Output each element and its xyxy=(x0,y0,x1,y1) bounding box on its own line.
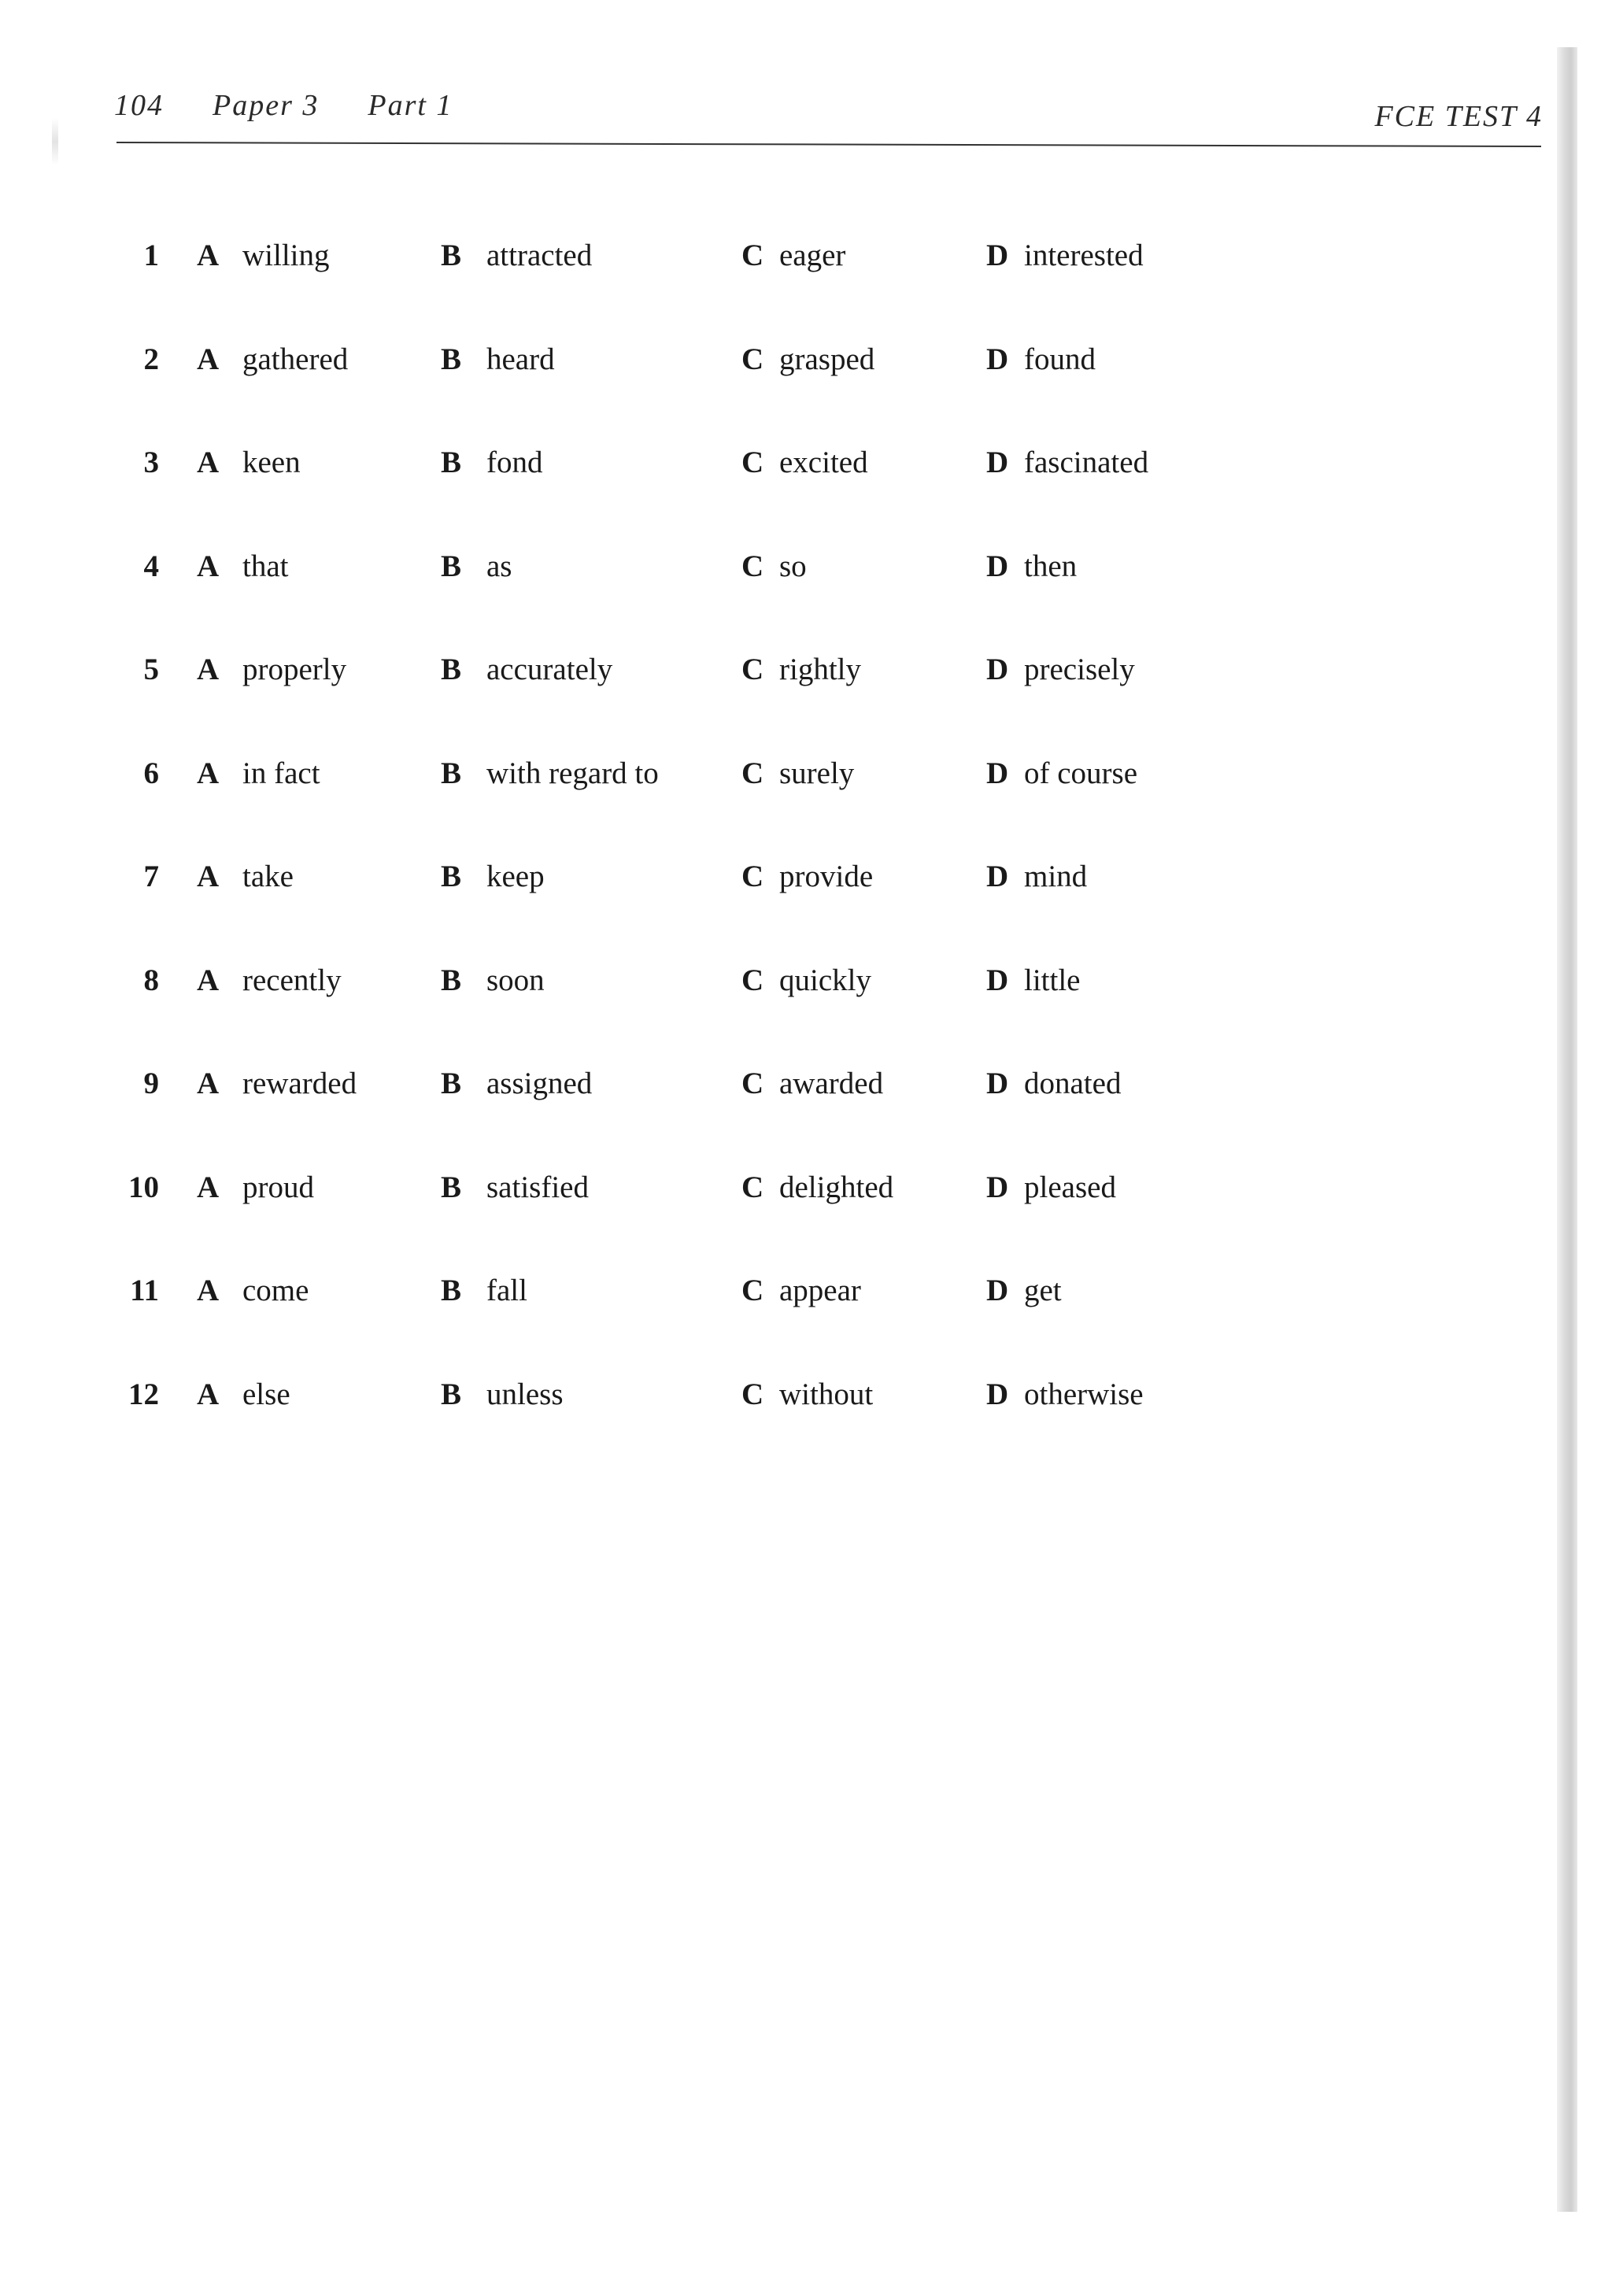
option-b xyxy=(441,1170,589,1205)
option-b xyxy=(441,238,592,273)
paper-label: Paper 3 xyxy=(213,89,320,122)
option-text: mind xyxy=(1024,860,1088,893)
option-a xyxy=(197,342,348,377)
option-text: awarded xyxy=(779,1067,884,1100)
option-b xyxy=(441,445,543,480)
option-a xyxy=(197,1170,314,1205)
option-text: of course xyxy=(1024,756,1138,790)
option-text: otherwise xyxy=(1024,1377,1144,1411)
question-number: 8 xyxy=(143,963,159,997)
question-number: 3 xyxy=(143,446,159,479)
option-letter: D xyxy=(986,756,1009,790)
option-a xyxy=(197,238,330,273)
option-letter: A xyxy=(197,1377,220,1411)
option-letter: A xyxy=(197,756,220,790)
option-b xyxy=(441,549,512,584)
page-header xyxy=(114,88,1543,145)
scan-mark xyxy=(52,118,58,165)
option-text: rewarded xyxy=(242,1067,357,1100)
question-number: 9 xyxy=(143,1067,159,1100)
option-text: properly xyxy=(242,653,347,686)
option-c xyxy=(741,1066,883,1101)
option-text: else xyxy=(242,1377,290,1411)
question-number: 12 xyxy=(128,1377,159,1411)
option-c xyxy=(741,238,845,273)
option-letter: A xyxy=(197,860,220,893)
option-c xyxy=(741,652,861,687)
question-row xyxy=(0,445,1612,492)
option-letter: A xyxy=(197,1067,220,1100)
option-letter: B xyxy=(441,963,462,997)
option-text: fall xyxy=(486,1274,527,1307)
option-letter: D xyxy=(986,1170,1009,1204)
option-d xyxy=(986,342,1096,377)
option-b xyxy=(441,652,612,687)
option-letter: A xyxy=(197,549,220,583)
option-a xyxy=(197,963,342,998)
option-b xyxy=(441,342,555,377)
option-letter: A xyxy=(197,1274,220,1307)
option-letter: C xyxy=(741,653,764,686)
option-letter: C xyxy=(741,1377,764,1411)
option-text: appear xyxy=(779,1274,861,1307)
question-number: 5 xyxy=(143,653,159,686)
option-d xyxy=(986,756,1137,791)
option-letter: B xyxy=(441,756,462,790)
option-b xyxy=(441,1066,592,1101)
page-number: 104 xyxy=(114,89,164,122)
option-letter: D xyxy=(986,238,1009,272)
option-b xyxy=(441,1273,527,1308)
option-letter: C xyxy=(741,963,764,997)
option-letter: C xyxy=(741,1170,764,1204)
option-letter: C xyxy=(741,1274,764,1307)
option-c xyxy=(741,756,854,791)
question-number: 1 xyxy=(143,238,159,272)
question-row xyxy=(0,756,1612,803)
option-text: keen xyxy=(242,446,301,479)
option-text: grasped xyxy=(779,342,875,376)
option-c xyxy=(741,859,873,894)
option-text: delighted xyxy=(779,1170,894,1204)
option-letter: D xyxy=(986,963,1009,997)
part-label: Part 1 xyxy=(368,89,453,122)
option-text: found xyxy=(1024,342,1096,376)
option-letter: B xyxy=(441,1067,462,1100)
option-c xyxy=(741,1377,873,1412)
option-text: willing xyxy=(242,238,330,272)
option-d xyxy=(986,445,1148,480)
option-letter: C xyxy=(741,342,764,376)
option-letter: D xyxy=(986,1067,1009,1100)
option-text: accurately xyxy=(486,653,613,686)
option-letter: C xyxy=(741,1067,764,1100)
question-row xyxy=(0,238,1612,285)
option-c xyxy=(741,1170,893,1205)
option-letter: B xyxy=(441,549,462,583)
option-text: then xyxy=(1024,549,1078,583)
option-letter: B xyxy=(441,1274,462,1307)
option-text: fond xyxy=(486,446,543,479)
option-text: that xyxy=(242,549,289,583)
question-row xyxy=(0,1066,1612,1113)
option-b xyxy=(441,963,545,998)
option-c xyxy=(741,963,871,998)
option-letter: B xyxy=(441,342,462,376)
option-letter: A xyxy=(197,653,220,686)
option-b xyxy=(441,756,659,791)
option-d xyxy=(986,859,1087,894)
option-text: eager xyxy=(779,238,846,272)
option-text: get xyxy=(1024,1274,1062,1307)
option-text: attracted xyxy=(486,238,593,272)
question-number: 11 xyxy=(130,1274,159,1307)
option-a xyxy=(197,1377,290,1412)
option-text: fascinated xyxy=(1024,446,1149,479)
option-letter: D xyxy=(986,549,1009,583)
option-c xyxy=(741,445,868,480)
option-letter: D xyxy=(986,653,1009,686)
option-text: satisfied xyxy=(486,1170,589,1204)
option-text: so xyxy=(779,549,807,583)
option-text: heard xyxy=(486,342,555,376)
option-d xyxy=(986,238,1144,273)
option-d xyxy=(986,1066,1121,1101)
question-row xyxy=(0,1170,1612,1217)
option-b xyxy=(441,859,545,894)
option-c xyxy=(741,342,874,377)
option-letter: D xyxy=(986,446,1009,479)
option-letter: D xyxy=(986,1274,1009,1307)
option-a xyxy=(197,1273,309,1308)
option-letter: A xyxy=(197,238,220,272)
option-text: in fact xyxy=(242,756,320,790)
option-text: come xyxy=(242,1274,309,1307)
option-letter: D xyxy=(986,860,1009,893)
option-letter: A xyxy=(197,1170,220,1204)
option-letter: B xyxy=(441,238,462,272)
option-text: keep xyxy=(486,860,545,893)
option-letter: C xyxy=(741,446,764,479)
option-text: as xyxy=(486,549,512,583)
option-letter: B xyxy=(441,1170,462,1204)
question-row xyxy=(0,963,1612,1010)
option-d xyxy=(986,549,1077,584)
option-text: provide xyxy=(779,860,874,893)
option-text: excited xyxy=(779,446,868,479)
test-title: FCE TEST 4 xyxy=(1374,100,1543,133)
option-letter: C xyxy=(741,238,764,272)
option-letter: B xyxy=(441,653,462,686)
option-text: little xyxy=(1024,963,1081,997)
option-letter: B xyxy=(441,446,462,479)
option-letter: C xyxy=(741,549,764,583)
option-a xyxy=(197,445,301,480)
option-text: surely xyxy=(779,756,855,790)
question-row xyxy=(0,652,1612,699)
option-text: soon xyxy=(486,963,545,997)
option-a xyxy=(197,549,288,584)
option-text: proud xyxy=(242,1170,314,1204)
question-row xyxy=(0,1377,1612,1424)
question-number: 4 xyxy=(143,549,159,583)
option-a xyxy=(197,1066,357,1101)
option-text: recently xyxy=(242,963,342,997)
option-d xyxy=(986,1273,1062,1308)
option-text: with regard to xyxy=(486,756,659,790)
option-d xyxy=(986,1170,1116,1205)
question-row xyxy=(0,342,1612,389)
question-row xyxy=(0,549,1612,596)
question-number: 7 xyxy=(143,860,159,893)
option-c xyxy=(741,1273,861,1308)
option-text: gathered xyxy=(242,342,349,376)
option-letter: B xyxy=(441,860,462,893)
option-text: precisely xyxy=(1024,653,1135,686)
option-text: assigned xyxy=(486,1067,593,1100)
option-text: quickly xyxy=(779,963,871,997)
question-row xyxy=(0,1273,1612,1320)
option-d xyxy=(986,1377,1144,1412)
option-d xyxy=(986,963,1081,998)
option-a xyxy=(197,652,346,687)
question-number: 6 xyxy=(143,756,159,790)
option-letter: C xyxy=(741,756,764,790)
option-letter: D xyxy=(986,1377,1009,1411)
option-c xyxy=(741,549,807,584)
header-left xyxy=(114,88,453,123)
option-letter: C xyxy=(741,860,764,893)
option-letter: A xyxy=(197,446,220,479)
option-letter: D xyxy=(986,342,1009,376)
option-text: donated xyxy=(1024,1067,1122,1100)
option-letter: A xyxy=(197,963,220,997)
option-text: pleased xyxy=(1024,1170,1116,1204)
option-text: rightly xyxy=(779,653,861,686)
question-row xyxy=(0,859,1612,906)
option-letter: B xyxy=(441,1377,462,1411)
option-a xyxy=(197,859,294,894)
option-letter: A xyxy=(197,342,220,376)
question-number: 2 xyxy=(143,342,159,376)
option-text: without xyxy=(779,1377,874,1411)
option-text: interested xyxy=(1024,238,1144,272)
option-text: take xyxy=(242,860,294,893)
option-text: unless xyxy=(486,1377,564,1411)
option-b xyxy=(441,1377,564,1412)
option-a xyxy=(197,756,320,791)
option-d xyxy=(986,652,1135,687)
question-number: 10 xyxy=(128,1170,159,1204)
